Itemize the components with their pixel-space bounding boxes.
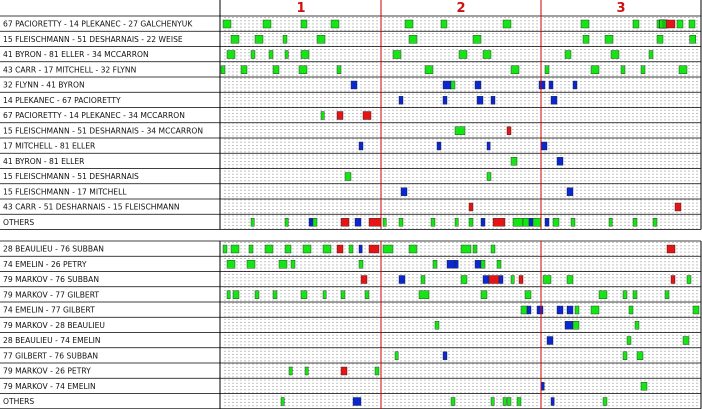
shift-segment-green — [273, 291, 277, 299]
row-label: 15 FLEISCHMANN - 51 DESHARNAIS - 34 MCCARRON — [3, 126, 204, 136]
shift-segment-green — [497, 260, 501, 268]
shift-segment-green — [227, 260, 235, 268]
shift-segment-green — [223, 20, 231, 28]
shift-segment-green — [337, 66, 341, 74]
shift-segment-blue — [355, 218, 361, 226]
shift-segment-blue — [401, 188, 407, 196]
shift-segment-green — [451, 81, 455, 89]
shift-segment-green — [641, 382, 647, 390]
shift-segment-blue — [475, 260, 481, 268]
shift-segment-green — [425, 66, 433, 74]
shift-segment-blue — [437, 142, 441, 150]
shift-segment-green — [533, 218, 541, 226]
row-label: 15 FLEISCHMANN - 17 MITCHELL — [3, 187, 127, 197]
shift-segment-green — [511, 276, 514, 284]
shift-segment-green — [690, 35, 696, 43]
shift-segment-green — [521, 306, 527, 314]
shift-segment-red — [341, 218, 349, 226]
shift-segment-blue — [443, 81, 451, 89]
shift-segment-green — [345, 173, 351, 181]
shift-segment-blue — [567, 188, 573, 196]
shift-segment-green — [263, 20, 271, 28]
row-label: 28 BEAULIEU - 74 EMELIN — [3, 336, 101, 345]
shift-segment-green — [375, 367, 379, 375]
shift-segment-green — [491, 245, 495, 253]
shift-segment-green — [247, 260, 255, 268]
shift-segment-red — [361, 276, 367, 284]
shift-segment-blue — [573, 81, 577, 89]
shift-segment-green — [575, 306, 579, 314]
shift-segment-green — [591, 306, 599, 314]
shift-segment-green — [273, 66, 279, 74]
shift-segment-blue — [475, 81, 481, 89]
shift-segment-green — [461, 245, 471, 253]
row-label: 77 GILBERT - 76 SUBBAN — [3, 351, 99, 361]
shift-segment-green — [359, 260, 363, 268]
shift-segment-green — [605, 35, 613, 43]
shift-segment-green — [503, 398, 506, 406]
shift-segment-blue — [359, 245, 362, 253]
shift-segment-green — [399, 218, 403, 226]
shift-segment-green — [323, 245, 331, 253]
shift-segment-blue — [537, 306, 543, 314]
shift-segment-green — [241, 66, 247, 74]
shift-segment-green — [285, 218, 288, 226]
shift-segment-green — [383, 218, 386, 226]
shift-segment-green — [491, 398, 494, 406]
shift-segment-green — [635, 321, 639, 329]
shift-segment-green — [451, 398, 455, 406]
shift-segment-green — [623, 352, 627, 360]
row-label: 74 EMELIN - 26 PETRY — [3, 259, 87, 269]
shift-segment-green — [565, 51, 571, 59]
shift-segment-green — [523, 218, 529, 226]
shift-segment-green — [571, 218, 575, 226]
row-label: 17 MITCHELL - 81 ELLER — [3, 141, 96, 151]
period-label-2: 2 — [456, 1, 466, 16]
shift-segment-blue — [477, 96, 483, 104]
shift-segment-green — [301, 20, 307, 28]
shift-segment-blue — [487, 142, 490, 150]
shift-segment-green — [395, 352, 398, 360]
shift-segment-green — [641, 66, 645, 74]
shift-segment-red — [363, 112, 371, 120]
shift-segment-green — [513, 218, 523, 226]
row-label: 15 FLEISCHMANN - 51 DESHARNAIS — [3, 172, 139, 181]
shift-segment-green — [455, 127, 465, 135]
row-label: 41 BYRON - 81 ELLER - 34 MCCARRON — [3, 50, 149, 59]
row-label: 79 MARKOV - 77 GILBERT — [3, 290, 100, 300]
row-label: 67 PACIORETTY - 14 PLEKANEC - 27 GALCHENYUK — [3, 19, 193, 29]
shift-segment-blue — [551, 96, 557, 104]
shift-segment-green — [409, 35, 417, 43]
shift-segment-blue — [483, 276, 489, 284]
row-label: 79 MARKOV - 26 PETRY — [3, 366, 91, 376]
shift-segment-green — [249, 245, 253, 253]
shift-segment-blue — [529, 218, 533, 226]
shift-segment-green — [653, 218, 657, 226]
shift-segment-green — [603, 398, 607, 406]
row-label: OTHERS — [3, 397, 35, 406]
shift-segment-green — [255, 291, 259, 299]
shift-segment-green — [265, 245, 273, 253]
shift-segment-green — [349, 245, 353, 253]
shift-segment-green — [633, 291, 637, 299]
row-label: 15 FLEISCHMANN - 51 DESHARNAIS - 22 WEISE — [3, 34, 183, 44]
shift-segment-green — [553, 218, 559, 226]
shift-segment-green — [517, 398, 521, 406]
shift-segment-green — [289, 367, 292, 375]
shift-segment-green — [525, 291, 531, 299]
shift-segment-green — [583, 35, 589, 43]
shift-segment-green — [599, 291, 607, 299]
shift-segment-green — [683, 337, 689, 345]
row-label: 79 MARKOV - 76 SUBBAN — [3, 275, 100, 284]
period-label-3: 3 — [616, 1, 626, 16]
shift-segment-red — [493, 218, 505, 226]
shift-segment-green — [459, 51, 467, 59]
shift-segment-green — [473, 35, 481, 43]
shift-segment-green — [689, 20, 695, 28]
shift-segment-green — [383, 245, 393, 253]
shift-segment-blue — [443, 96, 447, 104]
shift-segment-green — [321, 112, 324, 120]
shift-segment-green — [251, 218, 254, 226]
shift-segment-green — [473, 245, 477, 253]
shift-segment-green — [567, 276, 573, 284]
period-label-1: 1 — [296, 1, 306, 16]
shift-segment-green — [637, 352, 643, 360]
row-label: 14 PLEKANEC - 67 PACIORETTY — [3, 95, 121, 105]
shift-segment-green — [279, 260, 287, 268]
shift-segment-green — [431, 218, 435, 226]
shift-segment-red — [489, 276, 499, 284]
shift-segment-green — [633, 20, 639, 28]
shift-segment-blue — [359, 142, 363, 150]
shift-segment-green — [511, 66, 519, 74]
shift-segment-blue — [545, 218, 549, 226]
shift-segment-green — [573, 321, 579, 329]
shift-segment-green — [543, 276, 551, 284]
row-label: 67 PACIORETTY - 14 PLEKANEC - 34 MCCARRON — [3, 111, 185, 120]
shift-segment-blue — [481, 218, 485, 226]
shift-segment-green — [251, 51, 255, 59]
shift-segment-green — [433, 260, 437, 268]
shift-segment-green — [301, 51, 309, 59]
shift-segment-green — [481, 291, 487, 299]
shift-segment-green — [455, 218, 458, 226]
shift-segment-green — [657, 35, 663, 43]
shift-segment-green — [305, 367, 308, 375]
shift-segment-blue — [399, 276, 405, 284]
shift-segment-green — [483, 51, 491, 59]
shift-segment-green — [285, 245, 291, 253]
row-label: 32 FLYNN - 41 BYRON — [3, 80, 85, 90]
shift-segment-green — [591, 66, 599, 74]
row-label: 79 MARKOV - 74 EMELIN — [3, 381, 96, 391]
shift-segment-green — [441, 20, 447, 28]
shift-segment-green — [623, 291, 627, 299]
shift-segment-blue — [399, 96, 403, 104]
shift-segment-green — [409, 245, 417, 253]
shift-segment-blue — [539, 81, 545, 89]
shift-segment-green — [227, 51, 235, 59]
shift-segment-green — [393, 51, 401, 59]
shift-segment-green — [677, 20, 683, 28]
shift-segment-red — [507, 127, 511, 135]
shift-segment-green — [487, 173, 491, 181]
shift-segment-green — [323, 291, 326, 299]
shift-segment-green — [291, 260, 295, 268]
row-label: 79 MARKOV - 28 BEAULIEU — [3, 320, 105, 330]
shift-segment-red — [369, 218, 381, 226]
shift-segment-green — [419, 291, 429, 299]
shift-segment-green — [269, 51, 273, 59]
shift-segment-green — [317, 35, 325, 43]
shift-segment-red — [667, 245, 675, 253]
shift-segment-green — [285, 51, 288, 59]
row-label: 43 CARR - 51 DESHARNAIS - 15 FLEISCHMANN — [3, 202, 180, 212]
shift-segment-green — [687, 276, 691, 284]
shift-segment-green — [365, 291, 369, 299]
shift-segment-green — [581, 20, 589, 28]
shift-segment-green — [421, 276, 425, 284]
shift-segment-green — [507, 398, 511, 406]
shift-segment-blue — [551, 398, 554, 406]
row-label: 43 CARR - 17 MITCHELL - 32 FLYNN — [3, 65, 137, 75]
shift-segment-green — [511, 157, 517, 165]
shift-segment-blue — [557, 157, 563, 165]
shift-segment-blue — [541, 142, 547, 150]
shift-segment-red — [369, 245, 379, 253]
shift-segment-green — [693, 306, 699, 314]
shift-segment-green — [223, 245, 227, 253]
shift-segment-blue — [557, 306, 563, 314]
shift-segment-red — [675, 203, 681, 211]
shift-segment-blue — [455, 260, 458, 268]
shift-segment-green — [611, 51, 619, 59]
shift-segment-green — [227, 291, 230, 299]
shift-segment-blue — [309, 218, 313, 226]
shift-segment-green — [503, 20, 511, 28]
shift-segment-red — [337, 245, 343, 253]
shift-segment-green — [233, 291, 239, 299]
shift-segment-green — [331, 20, 339, 28]
shift-segment-green — [435, 321, 439, 329]
shift-segment-blue — [549, 81, 553, 89]
row-label: 41 BYRON - 81 ELLER — [3, 156, 85, 166]
shift-segment-green — [609, 218, 612, 226]
shift-segment-green — [341, 291, 345, 299]
shift-segment-blue — [565, 321, 573, 329]
shift-segment-blue — [527, 306, 531, 314]
shift-segment-red — [671, 276, 675, 284]
shift-segment-green — [405, 20, 413, 28]
shift-segment-green — [255, 35, 263, 43]
shift-segment-green — [481, 260, 485, 268]
shift-segment-blue — [547, 337, 553, 345]
shift-segment-blue — [351, 81, 357, 89]
shift-segment-green — [221, 66, 225, 74]
shift-segment-red — [341, 367, 347, 375]
shift-segment-green — [665, 291, 669, 299]
shift-segment-green — [679, 66, 687, 74]
header-band — [0, 0, 702, 16]
shift-segment-green — [231, 245, 239, 253]
row-label: OTHERS — [3, 217, 35, 227]
shift-segment-blue — [353, 398, 361, 406]
shift-segment-green — [633, 218, 637, 226]
row-label: 28 BEAULIEU - 76 SUBBAN — [3, 244, 104, 254]
shift-segment-red — [337, 112, 343, 120]
shift-segment-blue — [499, 276, 503, 284]
shift-segment-blue — [443, 352, 447, 360]
shift-segment-green — [301, 291, 307, 299]
shift-segment-green — [629, 306, 633, 314]
shift-segment-green — [313, 218, 317, 226]
row-label: 74 EMELIN - 77 GILBERT — [3, 305, 95, 315]
shift-segment-green — [281, 398, 284, 406]
shift-segment-green — [303, 245, 311, 253]
shift-segment-blue — [447, 260, 455, 268]
shift-segment-green — [283, 35, 287, 43]
shift-segment-green — [660, 20, 663, 28]
shift-segment-green — [231, 35, 239, 43]
shift-segment-red — [519, 276, 523, 284]
shift-segment-red — [666, 20, 675, 28]
shift-segment-green — [461, 276, 467, 284]
shift-segment-blue — [491, 96, 495, 104]
shift-segment-green — [649, 51, 653, 59]
shift-segment-green — [299, 66, 307, 74]
shift-segment-green — [469, 218, 473, 226]
shift-segment-green — [627, 337, 631, 345]
shift-segment-green — [545, 66, 549, 74]
shift-segment-blue — [567, 306, 573, 314]
shift-segment-red — [469, 203, 473, 211]
shift-segment-green — [621, 66, 625, 74]
